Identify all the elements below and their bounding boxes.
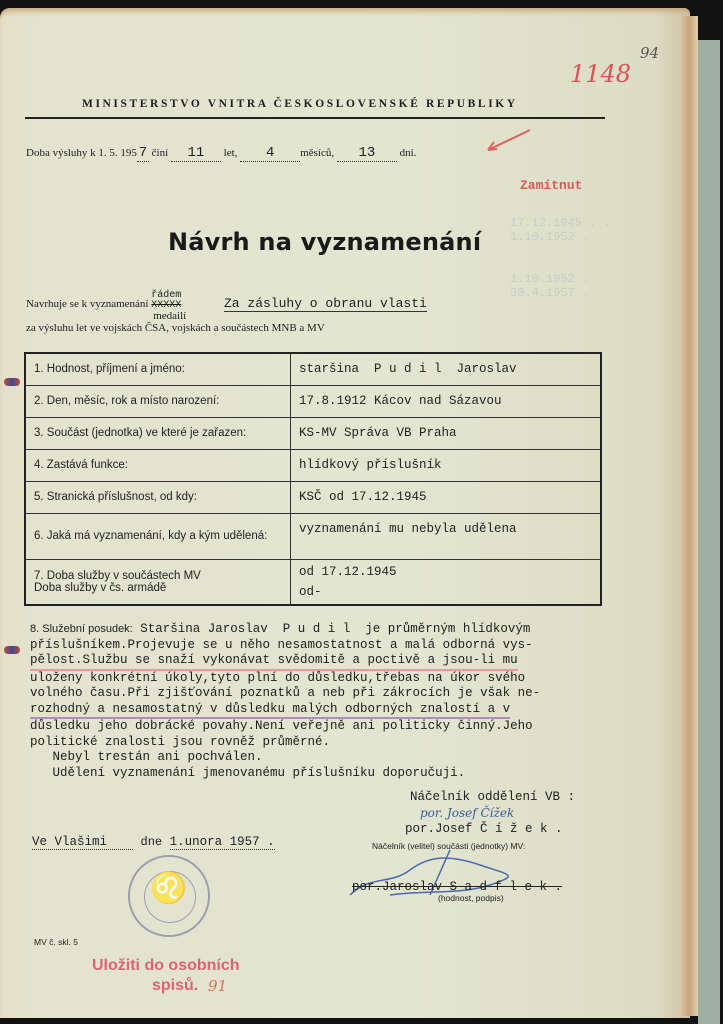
assessment-line: pělost.Službu se snaží vykonávat svědomitě a poctivě a jsou-li mu xyxy=(30,653,518,671)
years-value: 11 xyxy=(171,145,221,162)
row-label: 6. Jaká má vyznamenání, kdy a kým udělená: xyxy=(25,513,291,559)
folder-edge xyxy=(698,40,720,1024)
row-label: 2. Den, měsíc, rok a místo narození: xyxy=(25,385,291,417)
days-label: dní. xyxy=(399,147,417,159)
struck-text: XXXXX xyxy=(151,300,182,311)
award-name: Za zásluhy o obranu vlasti xyxy=(223,296,427,311)
years-label: let, xyxy=(223,147,238,159)
assessment-line: důsledku jeho dobrácké povahy.Není veřejně ani politicky činný.Jeho xyxy=(30,719,533,733)
place: Ve Vlašimi xyxy=(32,835,133,850)
file-stamp-line2: spisů. xyxy=(152,977,199,994)
lion-emblem-icon: ♌ xyxy=(150,872,188,905)
table-row xyxy=(25,417,601,449)
assessment-line: rozhodný a nesamostatný v důsledku malých odborných znalostí a v xyxy=(30,702,510,720)
award-type-below: medailí xyxy=(153,310,187,322)
award-type-above: řádem xyxy=(151,290,182,301)
row-value: vyznamenání mu nebyla udělena xyxy=(291,513,602,559)
row-label: 4. Zastává funkce: xyxy=(25,449,291,481)
header-rule xyxy=(25,117,605,119)
file-stamp-number: 91 xyxy=(208,977,228,995)
row-value: 17.8.1912 Kácov nad Sázavou xyxy=(291,385,602,417)
row-value: KSČ od 17.12.1945 xyxy=(291,481,602,513)
assessment-line: Nebyl trestán ani pochválen. xyxy=(30,750,263,764)
rejected-stamp: Zamítnut xyxy=(520,178,583,193)
binding-thread-icon xyxy=(4,646,20,654)
table-row xyxy=(25,449,601,481)
row-label: 1. Hodnost, příjmení a jméno: xyxy=(25,353,291,385)
page-number: 94 xyxy=(640,44,660,62)
service-period-prefix: Doba výsluhy k 1. 5. 195 xyxy=(26,147,137,159)
assessment-line: uloženy konkrétní úkoly,tyto plní do důsledku,třebas na úkor svého xyxy=(30,670,526,685)
assessment-line: politické znalosti jsou rovněž průměrné. xyxy=(30,734,331,749)
dept-head-signature: por. Josef Čížek xyxy=(420,806,515,820)
year-digit: 7 xyxy=(138,145,148,161)
commander-name: por.Jaroslav S a d f l e k . xyxy=(352,880,563,894)
assessment-line: volného času.Při zjišťování poznatků a neb při zákrocích je však ne- xyxy=(30,686,541,700)
row-label-line2: Doba služby v čs. armádě xyxy=(34,581,167,594)
row-value xyxy=(291,559,602,605)
row-value: staršina P u d i l Jaroslav xyxy=(291,353,602,385)
row-label-line1: 7. Doba služby v součástech MV xyxy=(34,569,201,582)
bleed-through-text: 17.12.1945 . . 1.10.1952 . . 1.10.1952 . . 30.4.1957 . . xyxy=(510,216,611,300)
personal-data-table xyxy=(24,352,602,606)
row-label xyxy=(25,559,291,605)
assessment-line: Staršina Jaroslav P u d i l je průměrným hlídkovým xyxy=(140,622,531,636)
page-edge xyxy=(680,16,698,1016)
cini-label: činí xyxy=(151,147,169,159)
table-row xyxy=(25,513,601,559)
signature-caption: (hodnost, podpis) xyxy=(438,893,504,903)
commander-title: Náčelník (velitel) součásti (jednotky) MV: xyxy=(372,841,526,851)
dne-label: dne xyxy=(140,835,163,849)
proposal-prefix: Navrhuje se k vyznamenání xyxy=(26,298,149,310)
document-title: Návrh na vyznamenání xyxy=(168,228,482,256)
table-row xyxy=(25,481,601,513)
date: 1.unora 1957 . xyxy=(169,835,275,849)
months-value: 4 xyxy=(240,145,300,162)
ministry-header: MINISTERSTVO VNITRA ČESKOSLOVENSKÉ REPUBLIKY xyxy=(82,98,518,110)
assessment-line: příslušníkem.Projevuje se u něho nesamostatnost a malá odborná vys- xyxy=(30,637,533,652)
assessment-label: 8. Služební posudek: xyxy=(30,623,133,635)
row-value-line1: od 17.12.1945 xyxy=(299,564,397,579)
row-value: hlídkový příslušník xyxy=(291,449,602,481)
dept-head-title: Náčelník oddělení VB : xyxy=(410,790,576,804)
dept-head-name: por.Josef Č í ž e k . xyxy=(405,822,563,836)
table-row xyxy=(25,559,601,605)
table-row xyxy=(25,353,601,385)
handwritten-number: 1148 xyxy=(570,60,632,88)
official-round-stamp xyxy=(128,855,210,937)
table-row xyxy=(25,385,601,417)
proposal-scope: za výsluhu let ve vojskách ČSA, vojskách a součástech MNB a MV xyxy=(26,322,325,334)
file-stamp-line1: Uložiti do osobních xyxy=(92,957,240,974)
proposal-line xyxy=(26,290,427,322)
row-value-line2: od- xyxy=(299,584,322,599)
place-date-line xyxy=(32,835,275,849)
days-value: 13 xyxy=(337,145,397,162)
binding-thread-icon xyxy=(4,378,20,386)
red-check-mark-icon xyxy=(486,128,532,154)
row-label: 3. Součást (jednotka) ve které je zařazen: xyxy=(25,417,291,449)
row-label: 5. Stranická příslušnost, od kdy: xyxy=(25,481,291,513)
form-code: MV č. skl. 5 xyxy=(34,937,78,947)
service-assessment xyxy=(30,622,630,781)
months-label: měsíců, xyxy=(300,147,335,159)
service-period-line xyxy=(26,145,416,162)
assessment-line: Udělení vyznamenání jmenovanému příslušníku doporučuji. xyxy=(30,765,466,780)
row-value: KS-MV Správa VB Praha xyxy=(291,417,602,449)
